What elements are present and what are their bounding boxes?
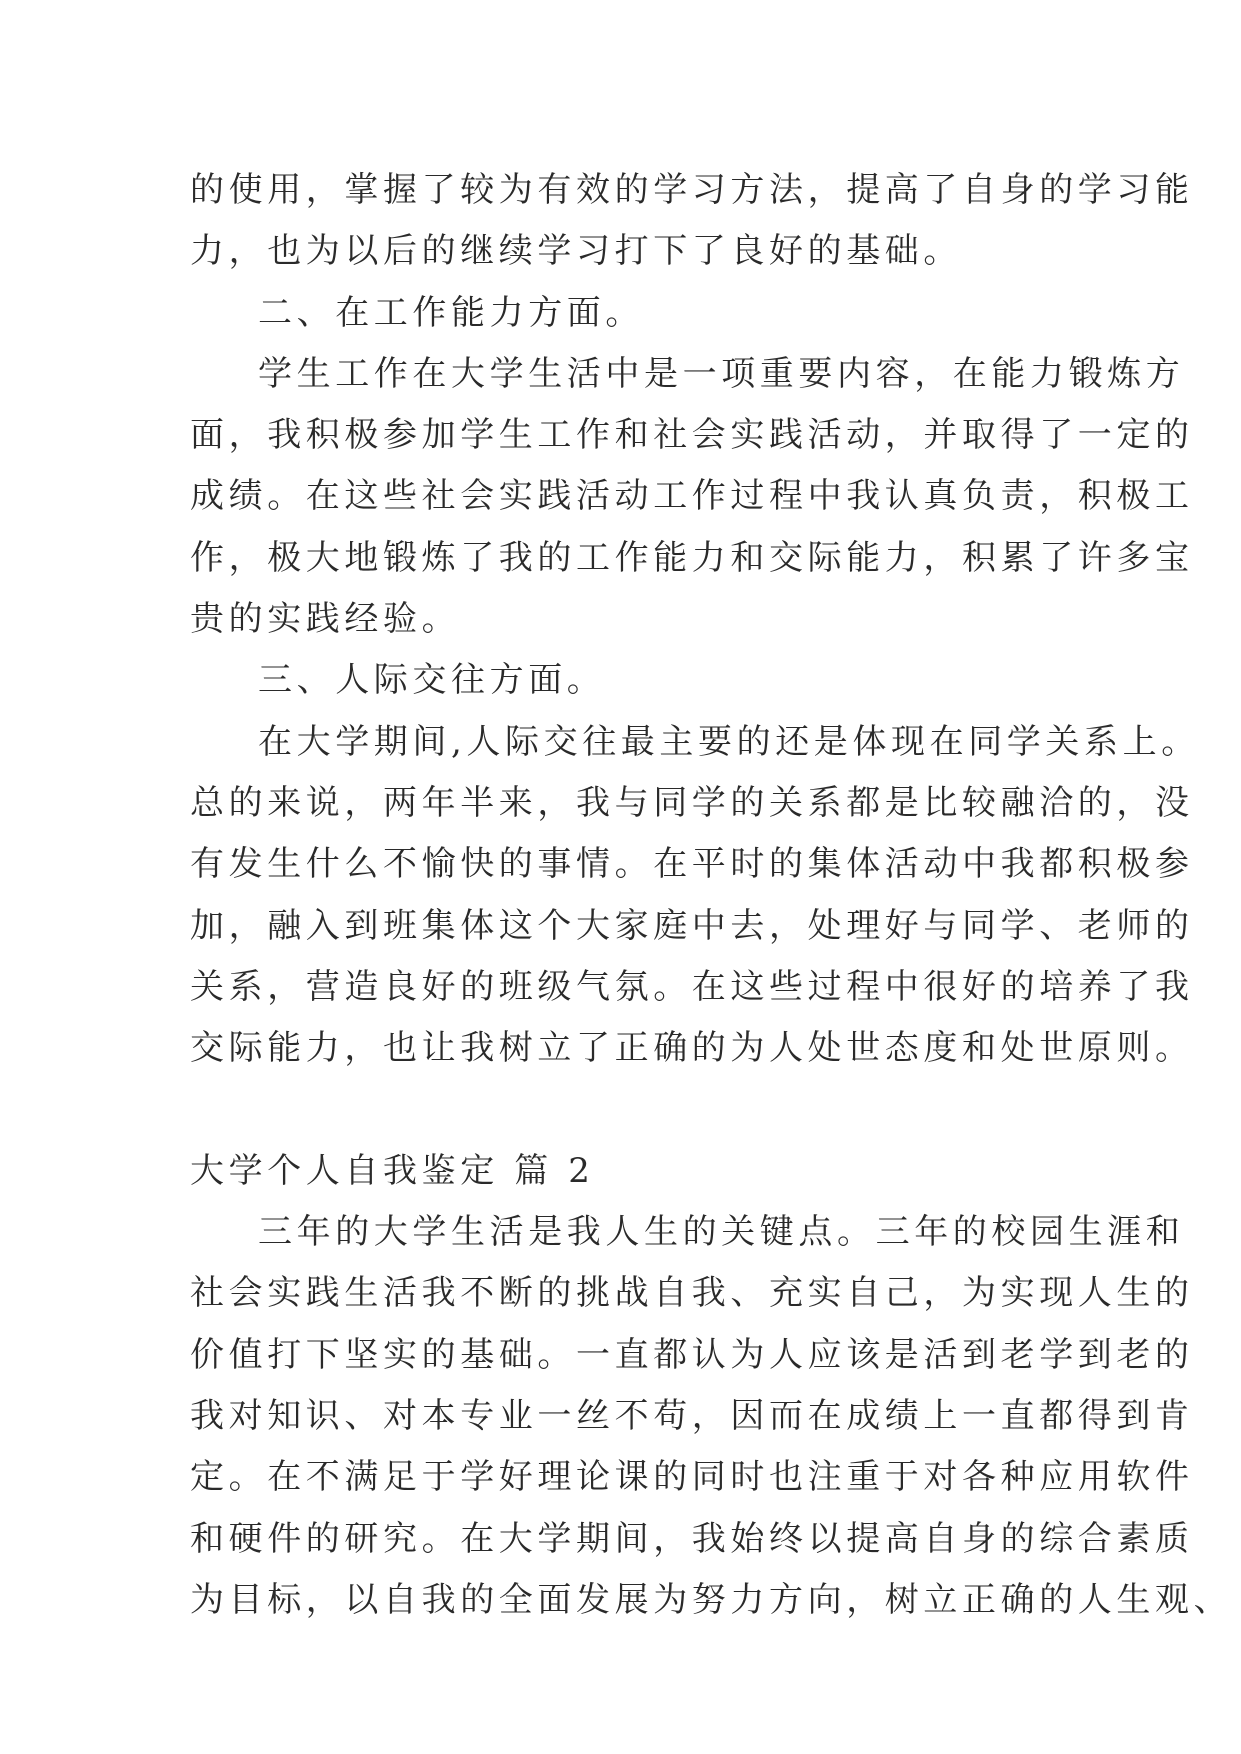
text-line: 的使用，掌握了较为有效的学习方法，提高了自身的学习能 bbox=[190, 170, 1194, 210]
text-line: 作，极大地锻炼了我的工作能力和交际能力，积累了许多宝 bbox=[190, 537, 1194, 578]
text-line: 为目标，以自我的全面发展为努力方向，树立正确的人生观、 bbox=[190, 1579, 1233, 1620]
text-line: 和硬件的研究。在大学期间，我始终以提高自身的综合素质 bbox=[190, 1518, 1194, 1559]
paragraph-gap bbox=[190, 1079, 1070, 1140]
text-line: 社会实践生活我不断的挑战自我、充实自己，为实现人生的 bbox=[190, 1273, 1194, 1314]
text-line: 成绩。在这些社会实践活动工作过程中我认真负责，积极工 bbox=[190, 476, 1194, 517]
text-line: 力，也为以后的继续学习打下了良好的基础。 bbox=[190, 231, 962, 272]
text-line: 总的来说，两年半来，我与同学的关系都是比较融洽的，没 bbox=[190, 782, 1194, 823]
text-line: 我对知识、对本专业一丝不苟，因而在成绩上一直都得到肯 bbox=[190, 1395, 1194, 1436]
document-body bbox=[190, 160, 1233, 1631]
text-line: 面，我积极参加学生工作和社会实践活动，并取得了一定的 bbox=[190, 415, 1194, 456]
text-line: 价值打下坚实的基础。一直都认为人应该是活到老学到老的 bbox=[190, 1334, 1194, 1375]
text-line: 加，融入到班集体这个大家庭中去，处理好与同学、老师的 bbox=[190, 905, 1194, 946]
text-line: 学生工作在大学生活中是一项重要内容，在能力锻炼方 bbox=[258, 353, 1185, 394]
text-line: 交际能力，也让我树立了正确的为人处世态度和处世原则。 bbox=[190, 1028, 1194, 1069]
section-heading: 二、在工作能力方面。 bbox=[258, 292, 644, 333]
text-line: 定。在不满足于学好理论课的同时也注重于对各种应用软件 bbox=[190, 1457, 1194, 1498]
text-line: 关系，营造良好的班级气氛。在这些过程中很好的培养了我 bbox=[190, 966, 1194, 1007]
section-heading: 三、人际交往方面。 bbox=[258, 660, 606, 701]
text-line: 三年的大学生活是我人生的关键点。三年的校园生涯和 bbox=[258, 1212, 1185, 1253]
text-line: 贵的实践经验。 bbox=[190, 599, 461, 640]
article-title: 大学个人自我鉴定 篇 2 bbox=[190, 1150, 595, 1191]
text-line: 有发生什么不愉快的事情。在平时的集体活动中我都积极参 bbox=[190, 844, 1194, 885]
text-line: 在大学期间,人际交往最主要的还是体现在同学关系上。 bbox=[258, 721, 1200, 762]
